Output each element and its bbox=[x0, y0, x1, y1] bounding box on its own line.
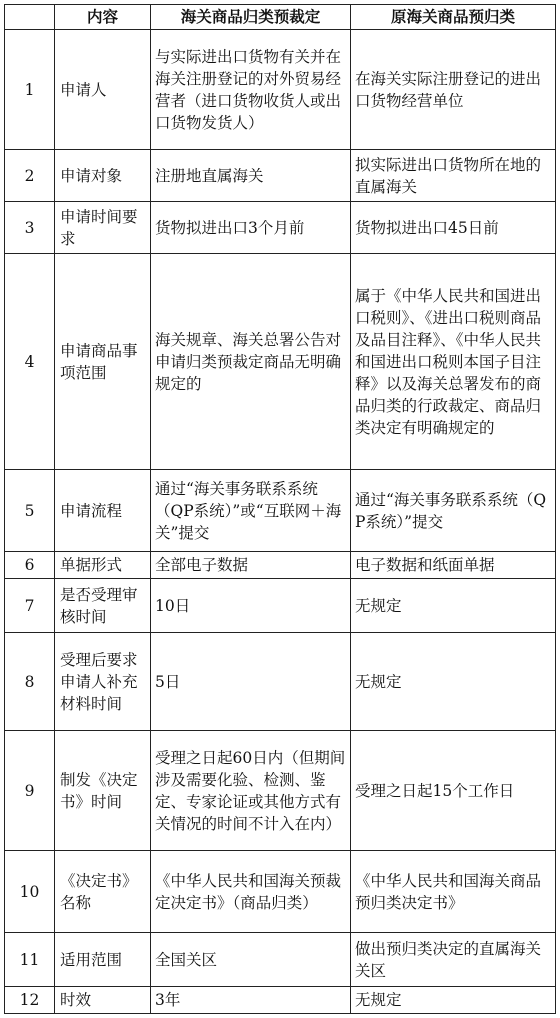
row-pre-ruling: 全部电子数据 bbox=[151, 552, 351, 579]
row-pre-classification: 通过“海关事务联系系统（QP系统）”提交 bbox=[351, 470, 556, 552]
row-number: 3 bbox=[5, 202, 55, 254]
row-pre-ruling: 货物拟进出口3个月前 bbox=[151, 202, 351, 254]
row-number: 1 bbox=[5, 30, 55, 150]
header-pre-classification: 原海关商品预归类 bbox=[351, 5, 556, 30]
table-row bbox=[5, 851, 556, 933]
table-row bbox=[5, 633, 556, 731]
header-index bbox=[5, 5, 55, 30]
row-number: 12 bbox=[5, 987, 55, 1014]
row-pre-classification: 《中华人民共和国海关商品预归类决定书》 bbox=[351, 851, 556, 933]
row-pre-classification: 无规定 bbox=[351, 633, 556, 731]
row-pre-ruling: 10日 bbox=[151, 579, 351, 633]
row-number: 7 bbox=[5, 579, 55, 633]
row-pre-classification: 电子数据和纸面单据 bbox=[351, 552, 556, 579]
row-pre-classification: 受理之日起15个工作日 bbox=[351, 731, 556, 851]
row-item: 是否受理审核时间 bbox=[55, 579, 151, 633]
row-pre-ruling: 《中华人民共和国海关预裁定决定书》（商品归类） bbox=[151, 851, 351, 933]
table-row bbox=[5, 987, 556, 1014]
row-pre-ruling: 5日 bbox=[151, 633, 351, 731]
table-row bbox=[5, 731, 556, 851]
row-number: 8 bbox=[5, 633, 55, 731]
header-pre-ruling: 海关商品归类预裁定 bbox=[151, 5, 351, 30]
row-item: 时效 bbox=[55, 987, 151, 1014]
row-pre-classification: 无规定 bbox=[351, 987, 556, 1014]
row-number: 10 bbox=[5, 851, 55, 933]
table-row bbox=[5, 254, 556, 470]
row-item: 《决定书》名称 bbox=[55, 851, 151, 933]
row-number: 11 bbox=[5, 933, 55, 987]
row-pre-ruling: 3年 bbox=[151, 987, 351, 1014]
table-row bbox=[5, 30, 556, 150]
row-pre-classification: 在海关实际注册登记的进出口货物经营单位 bbox=[351, 30, 556, 150]
row-number: 5 bbox=[5, 470, 55, 552]
table-header-row bbox=[5, 5, 556, 30]
row-number: 9 bbox=[5, 731, 55, 851]
header-content: 内容 bbox=[55, 5, 151, 30]
row-pre-ruling: 海关规章、海关总署公告对申请归类预裁定商品无明确规定的 bbox=[151, 254, 351, 470]
comparison-table bbox=[4, 4, 556, 1014]
row-item: 申请人 bbox=[55, 30, 151, 150]
row-pre-classification: 做出预归类决定的直属海关关区 bbox=[351, 933, 556, 987]
row-item: 受理后要求申请人补充材料时间 bbox=[55, 633, 151, 731]
row-number: 4 bbox=[5, 254, 55, 470]
row-item: 申请商品事项范围 bbox=[55, 254, 151, 470]
table-row bbox=[5, 150, 556, 202]
row-item: 适用范围 bbox=[55, 933, 151, 987]
row-pre-ruling: 受理之日起60日内（但期间涉及需要化验、检测、鉴定、专家论证或其他方式有关情况的时间不计入在内） bbox=[151, 731, 351, 851]
table-row bbox=[5, 552, 556, 579]
row-pre-ruling: 通过“海关事务联系系统（QP系统）”或“互联网＋海关”提交 bbox=[151, 470, 351, 552]
row-item: 申请流程 bbox=[55, 470, 151, 552]
table-row bbox=[5, 202, 556, 254]
row-pre-ruling: 注册地直属海关 bbox=[151, 150, 351, 202]
row-item: 申请对象 bbox=[55, 150, 151, 202]
row-pre-classification: 货物拟进出口45日前 bbox=[351, 202, 556, 254]
row-pre-classification: 拟实际进出口货物所在地的直属海关 bbox=[351, 150, 556, 202]
row-pre-ruling: 与实际进出口货物有关并在海关注册登记的对外贸易经营者（进口货物收货人或出口货物发货人） bbox=[151, 30, 351, 150]
row-pre-ruling: 全国关区 bbox=[151, 933, 351, 987]
table-row bbox=[5, 470, 556, 552]
row-pre-classification: 属于《中华人民共和国进出口税则》、《进出口税则商品及品目注释》、《中华人民共和国进出口税则本国子目注释》以及海关总署发布的商品归类的行政裁定、商品归类决定有明确规定的 bbox=[351, 254, 556, 470]
row-item: 单据形式 bbox=[55, 552, 151, 579]
row-item: 制发《决定书》时间 bbox=[55, 731, 151, 851]
table-row bbox=[5, 933, 556, 987]
row-number: 2 bbox=[5, 150, 55, 202]
row-pre-classification: 无规定 bbox=[351, 579, 556, 633]
row-number: 6 bbox=[5, 552, 55, 579]
row-item: 申请时间要求 bbox=[55, 202, 151, 254]
table-row bbox=[5, 579, 556, 633]
